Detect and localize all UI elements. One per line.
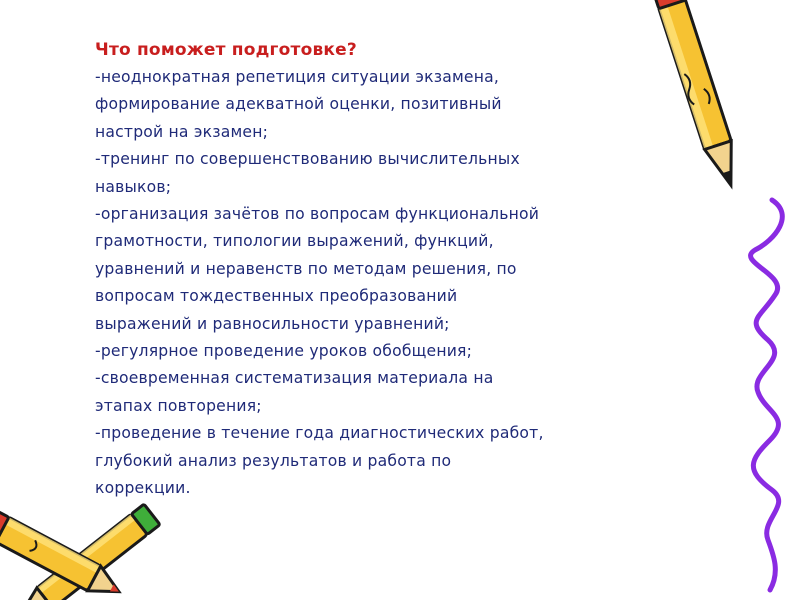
- text-line: -своевременная систематизация материала на: [95, 369, 494, 388]
- text-line: навыков;: [95, 177, 172, 196]
- slide-text: [95, 36, 695, 503]
- slide-title: Что поможет подготовке?: [95, 40, 357, 60]
- text-line: уравнений и неравенств по методам решения, по: [95, 259, 517, 278]
- purple-squiggle-icon: [751, 200, 783, 590]
- text-line: -тренинг по совершенствованию вычислительных: [95, 150, 520, 169]
- text-line: -регулярное проведение уроков обобщения;: [95, 342, 473, 361]
- text-line: выражений и равносильности уравнений;: [95, 314, 450, 333]
- text-line: формирование адекватной оценки, позитивный: [95, 95, 502, 114]
- text-line: -проведение в течение года диагностических работ,: [95, 424, 544, 443]
- text-line: настрой на экзамен;: [95, 122, 269, 141]
- text-line: вопросам тождественных преобразований: [95, 287, 458, 306]
- text-line: грамотности, типологии выражений, функций,: [95, 232, 494, 251]
- text-line: коррекции.: [95, 479, 191, 498]
- text-line: -организация зачётов по вопросам функциональной: [95, 205, 540, 224]
- bullet-list: [95, 64, 695, 503]
- text-line: -неоднократная репетиция ситуации экзамена,: [95, 68, 500, 86]
- text-line: этапах повторения;: [95, 396, 262, 415]
- text-line: глубокий анализ результатов и работа по: [95, 451, 452, 470]
